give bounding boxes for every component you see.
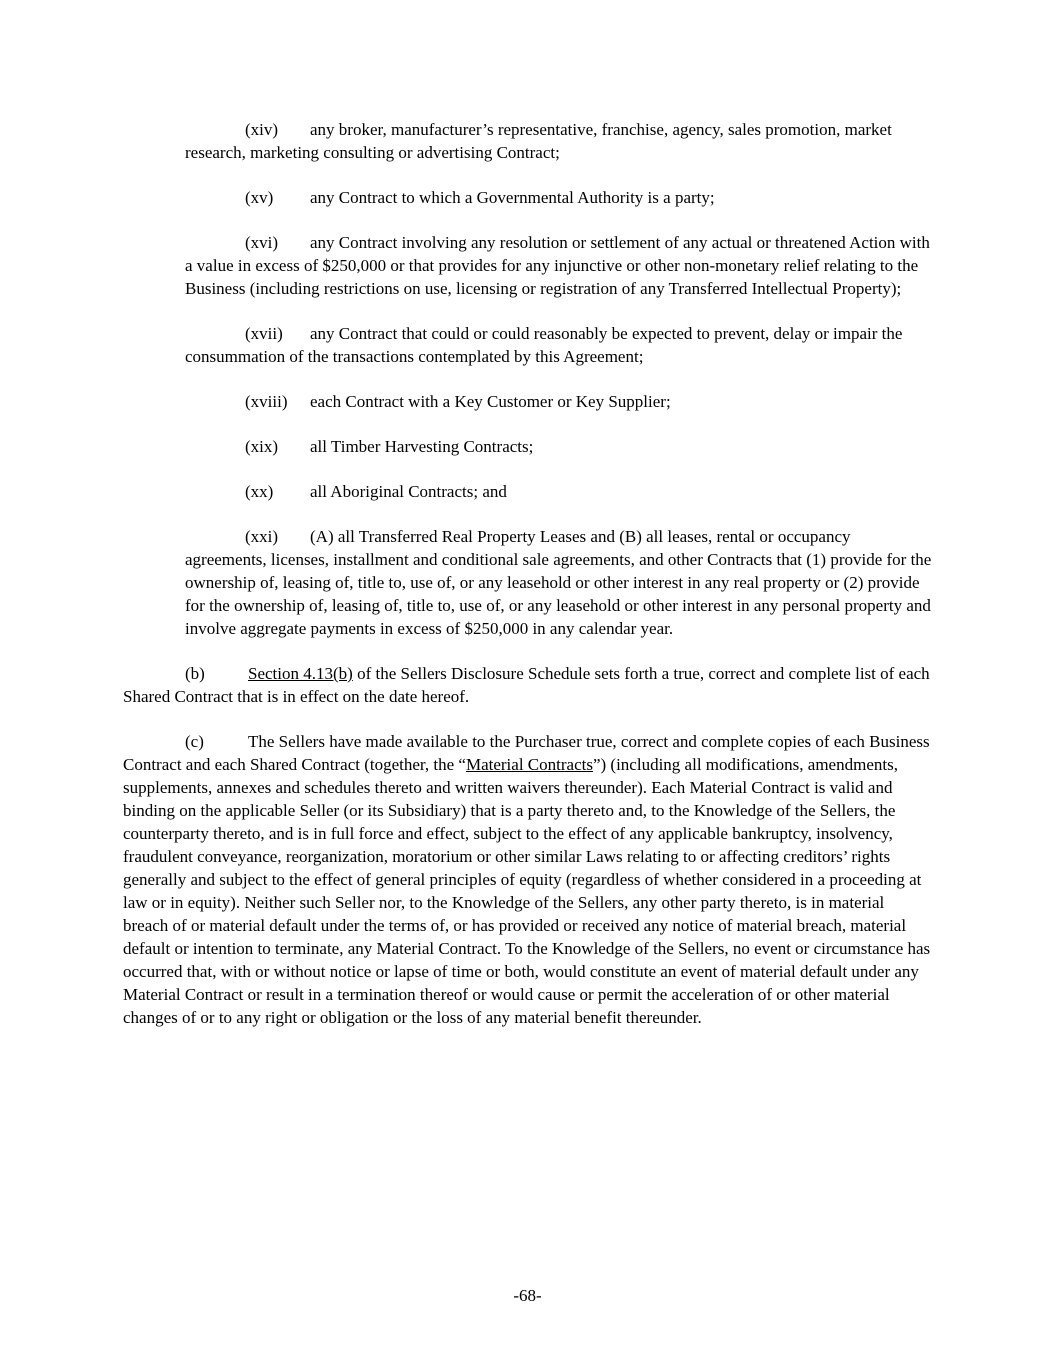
document-content [123, 118, 932, 1029]
clause-xvii-text: any Contract that could or could reasonably be expected to prevent, delay or impair the consummation of the transactions contemplated by this Agreement; [185, 324, 903, 366]
clause-xxi [185, 525, 932, 640]
clause-xiv-numeral: (xiv) [245, 120, 279, 139]
clause-xiv-text: any broker, manufacturer’s representative, franchise, agency, sales promotion, market research, marketing consulting or advertising Contract; [185, 120, 892, 162]
clause-xix-text: all Timber Harvesting Contracts; [310, 437, 534, 456]
paragraph-b-text: of the Sellers Disclosure Schedule sets forth a true, correct and complete list of each Shared Contract that is in effect on the date hereof. [123, 664, 930, 706]
clause-xxi-text: (A) all Transferred Real Property Leases and (B) all leases, rental or occupancy agreements, licenses, installment and conditional sale agreements, and other Contracts that (1) provide for the ownership of, leasing of, title to, use of, or any leasehold or other interest in any real property or (2) provide for the ownership of, leasing of, title to, use of, or any leasehold or other interest in any personal property and involve aggregate payments in excess of $250,000 in any calendar year. [185, 527, 932, 638]
clause-xv-numeral: (xv) [245, 188, 274, 207]
clause-xvi-numeral: (xvi) [245, 233, 279, 252]
paragraph-b [123, 662, 932, 708]
clause-xviii [185, 390, 932, 413]
clause-xv-text: any Contract to which a Governmental Authority is a party; [310, 188, 715, 207]
clause-xix-numeral: (xix) [245, 437, 279, 456]
clause-xvi-text: any Contract involving any resolution or settlement of any actual or threatened Action with a value in excess of $250,000 or that provides for any injunctive or other non-monetary relief relating to the Business (including restrictions on use, licensing or registration of any Transferred Intellectual Property); [185, 233, 930, 298]
paragraph-c [123, 730, 932, 1029]
defined-term-material-contracts: Material Contracts [465, 755, 593, 774]
clause-xix [185, 435, 932, 458]
clause-xvii [185, 322, 932, 368]
page-number: -68- [513, 1286, 542, 1305]
clause-xvii-numeral: (xvii) [245, 324, 283, 343]
clause-xx [185, 480, 932, 503]
clause-xxi-numeral: (xxi) [245, 527, 279, 546]
clause-xviii-numeral: (xviii) [245, 392, 288, 411]
paragraph-c-text-before: The Sellers have made available to the Purchaser true, correct and complete copies of each Business Contract and each Shared Contract (together, the “ [123, 732, 930, 774]
clause-xvi [185, 231, 932, 300]
clause-xviii-text: each Contract with a Key Customer or Key Supplier; [310, 392, 671, 411]
paragraph-c-text-after: ”) (including all modifications, amendments, supplements, annexes and schedules thereto and written waivers thereunder). Each Material Contract is valid and binding on the applicable Seller (or its Subsidiary) that is a party thereto and, to the Knowledge of the Sellers, the counterparty thereto, and is in full force and effect, subject to the effect of any applicable bankruptcy, insolvency, fraudulent conveyance, reorganization, moratorium or other similar Laws relating to or affecting creditors’ rights generally and subject to the effect of general principles of equity (regardless of whether considered in a proceeding at law or in equity). Neither such Seller nor, to the Knowledge of the Sellers, any other party thereto, is in material breach of or material default under the terms of, or has provided or received any notice of material breach, material default or intention to terminate, any Material Contract. To the Knowledge of the Sellers, no event or circumstance has occurred that, with or without notice or lapse of time or both, would constitute an event of material default under any Material Contract or result in a termination thereof or would cause or permit the acceleration of or other material changes of or to any right or obligation or the loss of any material benefit thereunder. [123, 755, 931, 1027]
clause-xx-numeral: (xx) [245, 482, 274, 501]
paragraph-b-label: (b) [185, 664, 205, 683]
clause-xx-text: all Aboriginal Contracts; and [310, 482, 507, 501]
clause-xiv [185, 118, 932, 164]
clause-xv [185, 186, 932, 209]
paragraph-c-label: (c) [185, 732, 204, 751]
section-reference: Section 4.13(b) [248, 664, 353, 683]
